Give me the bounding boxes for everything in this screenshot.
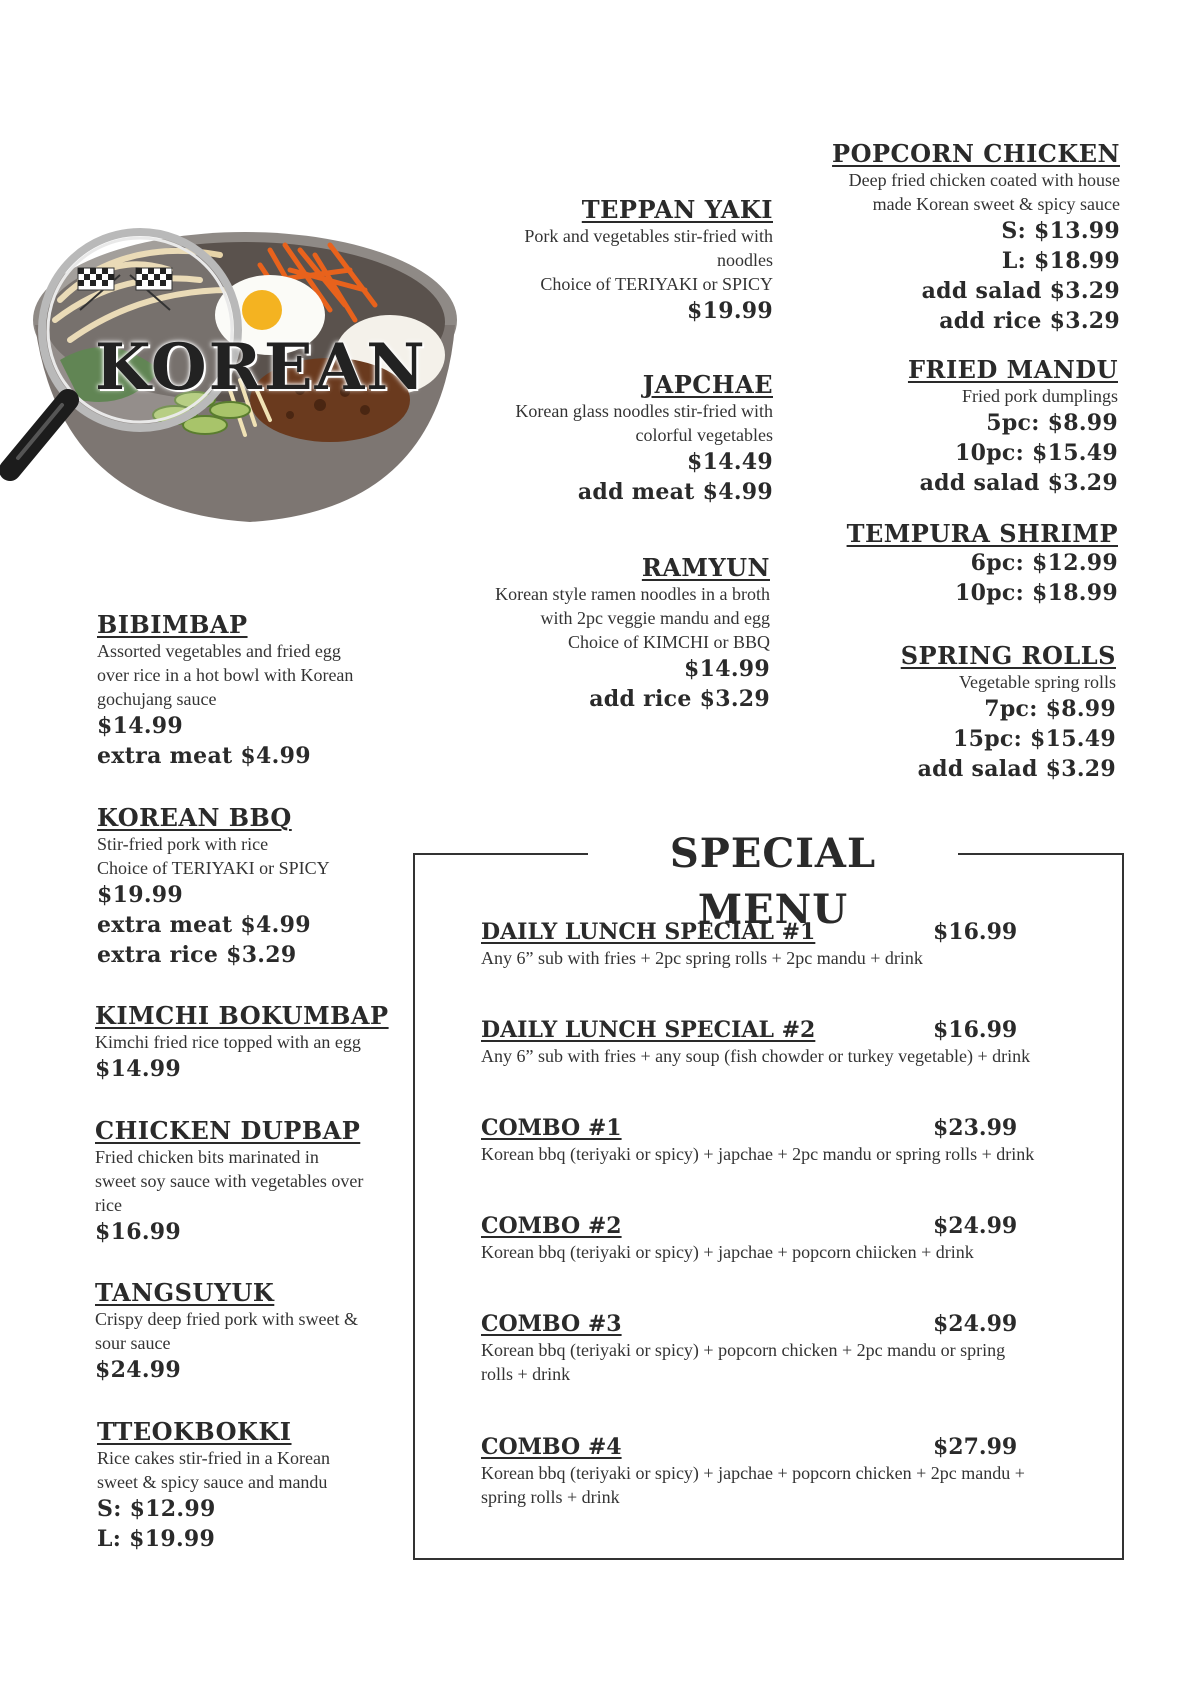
item-desc: noodles	[717, 250, 773, 270]
menu-item-tempura-shrimp	[820, 520, 1118, 608]
special-desc: rolls + drink	[481, 1364, 571, 1384]
item-price: L: $19.99	[97, 1526, 216, 1552]
special-desc: spring rolls + drink	[481, 1487, 620, 1507]
item-desc: Korean style ramen noodles in a broth	[495, 584, 770, 604]
item-price: add rice $3.29	[589, 686, 770, 712]
item-desc: with 2pc veggie mandu and egg	[540, 608, 770, 628]
item-price: L: $18.99	[1001, 248, 1120, 274]
item-desc: Fried pork dumplings	[962, 386, 1118, 406]
item-price: $24.99	[95, 1357, 181, 1383]
item-desc: sour sauce	[95, 1333, 171, 1353]
item-desc: over rice in a hot bowl with Korean	[97, 665, 354, 685]
item-price: S: $13.99	[1001, 218, 1120, 244]
special-desc: Any 6” sub with fries + 2pc spring rolls + 2pc mandu + drink	[481, 948, 923, 968]
item-price: 10pc: $18.99	[955, 580, 1118, 606]
item-price: add salad $3.29	[919, 470, 1118, 496]
item-desc: gochujang sauce	[97, 689, 217, 709]
item-desc: sweet soy sauce with vegetables over	[95, 1171, 364, 1191]
special-title: DAILY LUNCH SPECIAL #2	[481, 1017, 816, 1043]
menu-item-kimchi-bokumbap	[95, 1002, 395, 1084]
hero-title: KOREAN	[95, 330, 427, 405]
special-row-combo-3	[481, 1310, 1061, 1386]
item-desc: Choice of KIMCHI or BBQ	[568, 632, 770, 652]
menu-item-bibimbap	[97, 611, 387, 771]
menu-item-teppan-yaki	[470, 196, 773, 326]
item-title: TTEOKBOKKI	[97, 1417, 292, 1446]
item-title: TANGSUYUK	[95, 1278, 275, 1307]
item-title: SPRING ROLLS	[900, 641, 1116, 670]
item-desc: Choice of TERIYAKI or SPICY	[97, 858, 330, 878]
item-price: add rice $3.29	[939, 308, 1120, 334]
item-price: $19.99	[97, 882, 183, 908]
item-title: RAMYUN	[641, 553, 770, 582]
special-price: $16.99	[933, 1017, 1018, 1043]
special-row-lunch-2	[481, 1016, 1061, 1068]
item-desc: Kimchi fried rice topped with an egg	[95, 1032, 361, 1052]
item-price: extra rice $3.29	[97, 942, 297, 968]
special-desc: Korean bbq (teriyaki or spicy) + japchae + 2pc mandu or spring rolls + drink	[481, 1144, 1035, 1164]
item-desc: Rice cakes stir-fried in a Korean	[97, 1448, 331, 1468]
special-price: $27.99	[933, 1434, 1018, 1460]
item-desc: Korean glass noodles stir-fried with	[515, 401, 773, 421]
item-desc: Stir-fried pork with rice	[97, 834, 269, 854]
special-row-combo-2	[481, 1212, 1061, 1264]
special-price: $16.99	[933, 919, 1018, 945]
special-row-lunch-1	[481, 918, 1061, 970]
korean-hero-image	[0, 210, 470, 540]
item-price: $16.99	[95, 1219, 181, 1245]
item-title: TEMPURA SHRIMP	[846, 519, 1118, 548]
item-title: TEPPAN YAKI	[581, 195, 773, 224]
item-desc: Deep fried chicken coated with house	[848, 170, 1120, 190]
item-desc: Vegetable spring rolls	[959, 672, 1116, 692]
menu-item-tangsuyuk	[95, 1279, 395, 1385]
item-title: BIBIMBAP	[97, 610, 248, 639]
item-desc: made Korean sweet & spicy sauce	[872, 194, 1120, 214]
item-price: extra meat $4.99	[97, 743, 311, 769]
special-title: COMBO #1	[481, 1115, 622, 1141]
menu-item-spring-rolls	[820, 642, 1116, 784]
item-title: JAPCHAE	[642, 370, 773, 399]
special-title: DAILY LUNCH SPECIAL #1	[481, 919, 816, 945]
item-price: 6pc: $12.99	[970, 550, 1118, 576]
menu-item-tteokbokki	[97, 1418, 397, 1554]
special-title: COMBO #4	[481, 1434, 622, 1460]
item-desc: Crispy deep fried pork with sweet &	[95, 1309, 358, 1329]
item-price: extra meat $4.99	[97, 912, 311, 938]
menu-item-chicken-dupbap	[95, 1117, 395, 1247]
menu-item-fried-mandu	[820, 356, 1118, 498]
special-menu-heading: SPECIAL MENU	[588, 826, 958, 938]
item-title: KOREAN BBQ	[97, 803, 292, 832]
special-row-combo-1	[481, 1114, 1061, 1166]
menu-item-ramyun	[460, 554, 770, 714]
item-desc: Assorted vegetables and fried egg	[97, 641, 341, 661]
item-price: 5pc: $8.99	[986, 410, 1118, 436]
item-desc: Pork and vegetables stir-fried with	[524, 226, 773, 246]
item-desc: rice	[95, 1195, 122, 1215]
item-title: KIMCHI BOKUMBAP	[95, 1001, 389, 1030]
special-price: $24.99	[933, 1311, 1018, 1337]
item-title: CHICKEN DUPBAP	[95, 1116, 361, 1145]
item-title: POPCORN CHICKEN	[832, 139, 1120, 168]
special-desc: Korean bbq (teriyaki or spicy) + japchae + popcorn chicken + 2pc mandu +	[481, 1463, 1025, 1483]
item-desc: colorful vegetables	[635, 425, 773, 445]
item-price: add salad $3.29	[917, 756, 1116, 782]
special-title: COMBO #3	[481, 1311, 622, 1337]
special-desc: Korean bbq (teriyaki or spicy) + popcorn chicken + 2pc mandu or spring	[481, 1340, 1006, 1360]
menu-item-japchae	[470, 371, 773, 507]
item-price: $14.99	[95, 1056, 181, 1082]
item-price: 10pc: $15.49	[955, 440, 1118, 466]
item-price: $19.99	[687, 298, 773, 324]
item-price: $14.49	[687, 449, 773, 475]
special-price: $24.99	[933, 1213, 1018, 1239]
item-price: $14.99	[684, 656, 770, 682]
item-price: 7pc: $8.99	[984, 696, 1116, 722]
item-desc: Fried chicken bits marinated in	[95, 1147, 319, 1167]
special-row-combo-4	[481, 1433, 1061, 1509]
special-desc: Any 6” sub with fries + any soup (fish chowder or turkey vegetable) + drink	[481, 1046, 1031, 1066]
menu-item-korean-bbq	[97, 804, 387, 970]
item-price: $14.99	[97, 713, 183, 739]
special-desc: Korean bbq (teriyaki or spicy) + japchae + popcorn chiicken + drink	[481, 1242, 974, 1262]
item-price: S: $12.99	[97, 1496, 216, 1522]
item-desc: Choice of TERIYAKI or SPICY	[540, 274, 773, 294]
item-price: add meat $4.99	[577, 479, 773, 505]
item-price: 15pc: $15.49	[953, 726, 1116, 752]
special-price: $23.99	[933, 1115, 1018, 1141]
special-title: COMBO #2	[481, 1213, 622, 1239]
item-title: FRIED MANDU	[907, 355, 1118, 384]
item-price: add salad $3.29	[921, 278, 1120, 304]
menu-item-popcorn-chicken	[780, 140, 1120, 336]
item-desc: sweet & spicy sauce and mandu	[97, 1472, 328, 1492]
